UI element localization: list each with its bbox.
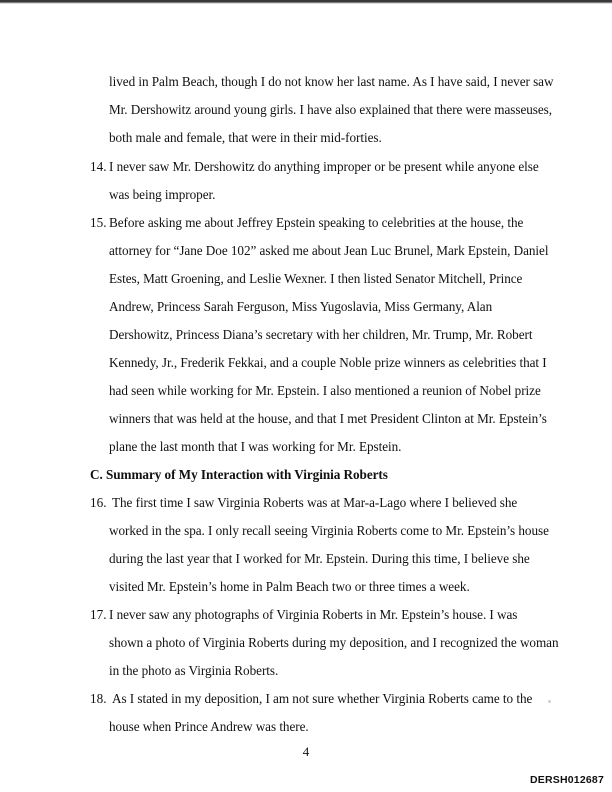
body-line: I never saw any photographs of Virginia Roberts in Mr. Epstein’s house. I was xyxy=(109,607,518,622)
body-line: Before asking me about Jeffrey Epstein speaking to celebrities at the house, the xyxy=(109,215,524,230)
paragraph-number: 17. xyxy=(90,607,107,622)
body-line: worked in the spa. I only recall seeing Virginia Roberts come to Mr. Epstein’s house xyxy=(109,523,549,538)
paragraph-number: 15. xyxy=(90,215,107,230)
body-line: I never saw Mr. Dershowitz do anything improper or be present while anyone else xyxy=(109,159,539,174)
body-line: visited Mr. Epstein’s home in Palm Beach two or three times a week. xyxy=(109,579,470,594)
body-line: Estes, Matt Groening, and Leslie Wexner. I then listed Senator Mitchell, Prince xyxy=(109,271,523,286)
body-line: house when Prince Andrew was there. xyxy=(109,719,309,734)
body-line: in the photo as Virginia Roberts. xyxy=(109,663,279,678)
body-line: lived in Palm Beach, though I do not know her last name. As I have said, I never saw xyxy=(109,74,554,89)
paragraph-number: 18. xyxy=(90,691,107,706)
body-line: As I stated in my deposition, I am not sure whether Virginia Roberts came to the xyxy=(112,691,533,706)
body-line: had seen while working for Mr. Epstein. I also mentioned a reunion of Nobel prize xyxy=(109,383,541,398)
body-line: was being improper. xyxy=(109,187,216,202)
bates-number: DERSH012687 xyxy=(530,774,604,786)
body-line: winners that was held at the house, and that I met President Clinton at Mr. Epstein’s xyxy=(109,411,547,426)
body-line: Kennedy, Jr., Frederik Fekkai, and a couple Noble prize winners as celebrities that I xyxy=(109,355,547,370)
section-heading: C. Summary of My Interaction with Virginia Roberts xyxy=(90,467,388,482)
body-line: plane the last month that I was working for Mr. Epstein. xyxy=(109,439,402,454)
page-number: 4 xyxy=(302,744,310,759)
paragraph-number: 14. xyxy=(90,159,107,174)
body-line: during the last year that I worked for Mr. Epstein. During this time, I believe she xyxy=(109,551,530,566)
body-line: Dershowitz, Princess Diana’s secretary with her children, Mr. Trump, Mr. Robert xyxy=(109,327,533,342)
body-line: shown a photo of Virginia Roberts during my deposition, and I recognized the woman xyxy=(109,635,559,650)
body-line: Andrew, Princess Sarah Ferguson, Miss Yugoslavia, Miss Germany, Alan xyxy=(109,299,493,314)
body-line: both male and female, that were in their mid-forties. xyxy=(109,130,382,145)
paragraph-number: 16. xyxy=(90,495,107,510)
body-line: attorney for “Jane Doe 102” asked me about Jean Luc Brunel, Mark Epstein, Daniel xyxy=(109,243,549,258)
body-line: Mr. Dershowitz around young girls. I have also explained that there were masseuses, xyxy=(109,102,553,117)
body-line: The first time I saw Virginia Roberts was at Mar-a-Lago where I believed she xyxy=(112,495,518,510)
